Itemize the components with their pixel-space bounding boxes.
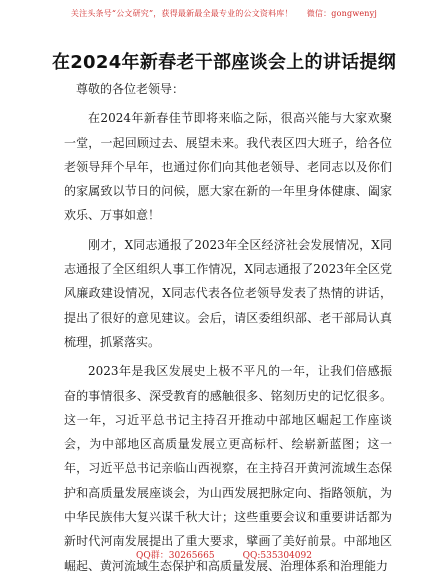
document-title: 在2024年新春老干部座谈会上的讲话提纲	[51, 52, 397, 73]
paragraph-1: 在2024年新春佳节即将来临之际，很高兴能与大家欢聚一堂，一起回顾过去、展望未来。我代表区四大班子，给各位老领导拜个早年，也通过你们向其他老领导、老同志以及你们的家属致以节日的问候，愿大家在新的一年里身体健康、阖家欢乐、万事如意！	[64, 111, 392, 223]
paragraph-2: 刚才，X同志通报了2023年全区经济社会发展情况，X同志通报了全区组织人事工作情况，X同志通报了2023年全区党风廉政建设情况，X同志代表各位老领导发表了热情的讲话，提出了很好的意见建议。会后，请区委组织部、老干部局认真梳理，抓紧落实。	[64, 237, 392, 349]
promo-banner	[0, 8, 448, 19]
paragraph-3: 2023年是我区发展史上极不平凡的一年，让我们倍感振奋的事情很多、深受教育的感触很多、铭刻历史的记忆很多。这一年，习近平总书记主持召开推动中部地区崛起工作座谈会，为中部地区高质量发展立更高标杆、绘崭新蓝图；这一年，习近平总书记亲临山西视察，在主持召开黄河流域生态保护和高质量发展座谈会，为山西发展把脉定向、指路领航，为中华民族伟大复兴谋千秋大计；这些重要会议和重要讲话都为新时代河南发展提出了重大要求，擘画了美好前景。中部地区崛起、黄河流域生态保护和高质量发展、治理体系和治理能力	[64, 364, 392, 573]
promo-banner-text: 关注头条号“公文研究”，获得最新最全最专业的公文资料库！	[70, 9, 293, 18]
qq-number: QQ:535304092	[242, 551, 312, 561]
qq-group: QQ群：30265665	[136, 551, 215, 561]
footer-contact	[0, 548, 448, 561]
document-body	[64, 77, 392, 578]
salutation: 尊敬的各位老领导：	[76, 82, 185, 96]
wechat-id: 微信：gongwenyj	[306, 9, 378, 18]
